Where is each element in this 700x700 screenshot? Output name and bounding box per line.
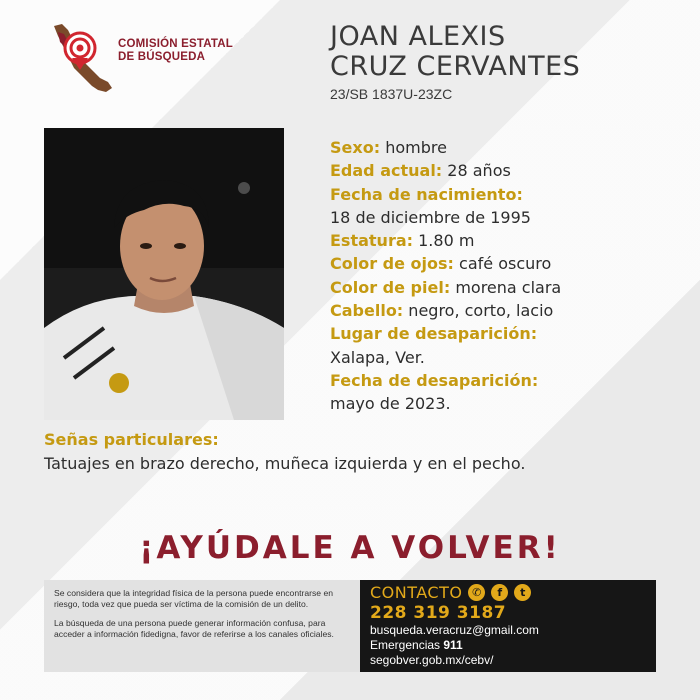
nacimiento-value: 18 de diciembre de 1995 <box>330 207 531 227</box>
disclaimer-box <box>44 580 360 672</box>
piel-value: morena clara <box>455 277 562 297</box>
fecha-desap-label-row <box>330 369 670 392</box>
estatura-value: 1.80 m <box>418 231 475 251</box>
lugar-value-row <box>330 346 670 369</box>
edad-row <box>330 159 670 182</box>
estatura-label: Estatura: <box>330 231 414 251</box>
contact-title-row <box>370 583 646 602</box>
cabello-row <box>330 299 670 322</box>
whatsapp-icon[interactable]: ✆ <box>468 584 485 601</box>
person-photo <box>44 128 284 420</box>
senas-value: Tatuajes en brazo derecho, muñeca izquierda y en el pecho. <box>44 454 526 473</box>
sexo-label: Sexo: <box>330 138 381 157</box>
contact-website[interactable]: segobver.gob.mx/cebv/ <box>370 653 494 667</box>
person-name-line1: JOAN ALEXIS <box>330 21 506 52</box>
nacimiento-label: Fecha de nacimiento: <box>330 184 523 204</box>
ojos-value: café oscuro <box>459 254 552 274</box>
sexo-row <box>330 136 670 159</box>
estatura-row <box>330 229 670 252</box>
org-name <box>118 38 233 64</box>
piel-label: Color de piel: <box>330 277 451 297</box>
disclaimer-paragraph-2: La búsqueda de una persona puede generar información confusa, para acceder a información fidedigna, favor de referirse a los canales oficiales. <box>54 618 334 639</box>
emergencias-row <box>370 638 646 653</box>
piel-row <box>330 276 670 299</box>
contact-email[interactable]: busqueda.veracruz@gmail.com <box>370 623 539 637</box>
fecha-desap-value: mayo de 2023. <box>330 394 451 414</box>
lugar-label-row <box>330 322 670 345</box>
disclaimer-paragraph-1: Se considera que la integridad física de la persona puede encontrarse en riesgo, toda vez que pueda ser víctima de la comisión de un delito. <box>54 588 334 609</box>
contact-box <box>360 580 656 672</box>
edad-value: 28 años <box>447 161 511 181</box>
veracruz-map-icon <box>48 22 118 102</box>
edad-label: Edad actual: <box>330 161 443 181</box>
lugar-label: Lugar de desaparición: <box>330 324 538 344</box>
senas-label: Señas particulares: <box>44 430 219 449</box>
ojos-label: Color de ojos: <box>330 254 454 274</box>
contact-phone[interactable]: 228 319 3187 <box>370 603 507 623</box>
facebook-icon[interactable]: f <box>491 584 508 601</box>
contact-title: CONTACTO <box>370 583 463 602</box>
lugar-value: Xalapa, Ver. <box>330 347 425 367</box>
cabello-value: negro, corto, lacio <box>408 301 554 321</box>
nacimiento-value-row <box>330 206 670 229</box>
person-name <box>330 22 580 82</box>
person-portrait-illustration <box>44 128 284 420</box>
sexo-value: hombre <box>385 138 447 157</box>
nacimiento-label-row <box>330 183 670 206</box>
twitter-icon[interactable]: t <box>514 584 531 601</box>
emergencias-label: Emergencias <box>370 638 441 652</box>
person-name-line2: CRUZ CERVANTES <box>330 51 581 82</box>
case-id: 23/SB 1837U-23ZC <box>330 86 453 102</box>
ojos-row <box>330 252 670 275</box>
fecha-desap-value-row <box>330 392 670 415</box>
org-name-line1: COMISIÓN ESTATAL <box>118 38 233 50</box>
slogan: ¡AYÚDALE A VOLVER! <box>139 530 561 566</box>
person-details <box>330 136 670 416</box>
cabello-label: Cabello: <box>330 301 404 321</box>
fecha-desap-label: Fecha de desaparición: <box>330 370 539 390</box>
org-name-line2: DE BÚSQUEDA <box>118 51 206 63</box>
emergencias-number[interactable]: 911 <box>443 638 463 652</box>
